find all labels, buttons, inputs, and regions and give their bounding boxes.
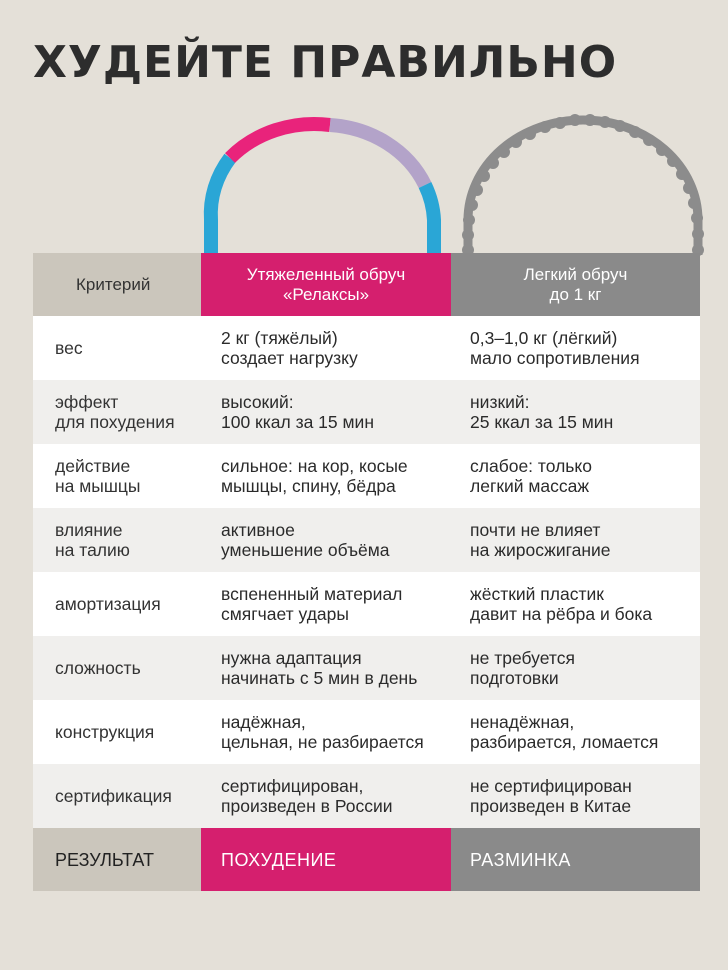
criterion-cell: эффект для похудения (33, 380, 201, 444)
page-title: ХУДЕЙТЕ ПРАВИЛЬНО (33, 37, 618, 88)
comparison-table (33, 253, 700, 891)
light-cell: слабое: только легкий массаж (451, 444, 700, 508)
criterion-cell: сложность (33, 636, 201, 700)
light-cell: не требуется подготовки (451, 636, 700, 700)
header-criterion: Критерий (33, 253, 201, 316)
table-row (33, 316, 700, 380)
table-row (33, 380, 700, 444)
header-weighted-hoop: Утяжеленный обруч «Релаксы» (201, 253, 451, 316)
light-cell: 0,3–1,0 кг (лёгкий) мало сопротивления (451, 316, 700, 380)
weighted-cell: активное уменьшение объёма (201, 508, 451, 572)
light-cell: не сертифицирован произведен в Китае (451, 764, 700, 828)
weighted-cell: высокий: 100 ккал за 15 мин (201, 380, 451, 444)
table-result-row (33, 828, 700, 891)
table-row (33, 700, 700, 764)
weighted-cell: вспененный материал смягчает удары (201, 572, 451, 636)
criterion-cell: амортизация (33, 572, 201, 636)
table-row (33, 572, 700, 636)
criterion-cell: влияние на талию (33, 508, 201, 572)
result-weighted: ПОХУДЕНИЕ (201, 828, 451, 891)
table-row (33, 764, 700, 828)
light-cell: жёсткий пластик давит на рёбра и бока (451, 572, 700, 636)
criterion-cell: сертификация (33, 764, 201, 828)
light-cell: ненадёжная, разбирается, ломается (451, 700, 700, 764)
result-label: РЕЗУЛЬТАТ (33, 828, 201, 891)
criterion-cell: конструкция (33, 700, 201, 764)
weighted-cell: нужна адаптация начинать с 5 мин в день (201, 636, 451, 700)
criterion-cell: вес (33, 316, 201, 380)
table-row (33, 636, 700, 700)
light-cell: почти не влияет на жиросжигание (451, 508, 700, 572)
hoop-images (0, 110, 728, 260)
weighted-cell: сертифицирован, произведен в России (201, 764, 451, 828)
light-hoop-icon (462, 114, 704, 256)
table-row (33, 508, 700, 572)
weighted-cell: надёжная, цельная, не разбирается (201, 700, 451, 764)
header-light-hoop: Легкий обруч до 1 кг (451, 253, 700, 316)
result-light: РАЗМИНКА (451, 828, 700, 891)
weighted-cell: сильное: на кор, косые мышцы, спину, бёдра (201, 444, 451, 508)
table-header-row (33, 253, 700, 316)
weighted-hoop-icon (211, 124, 434, 255)
weighted-cell: 2 кг (тяжёлый) создает нагрузку (201, 316, 451, 380)
light-cell: низкий: 25 ккал за 15 мин (451, 380, 700, 444)
table-row (33, 444, 700, 508)
criterion-cell: действие на мышцы (33, 444, 201, 508)
